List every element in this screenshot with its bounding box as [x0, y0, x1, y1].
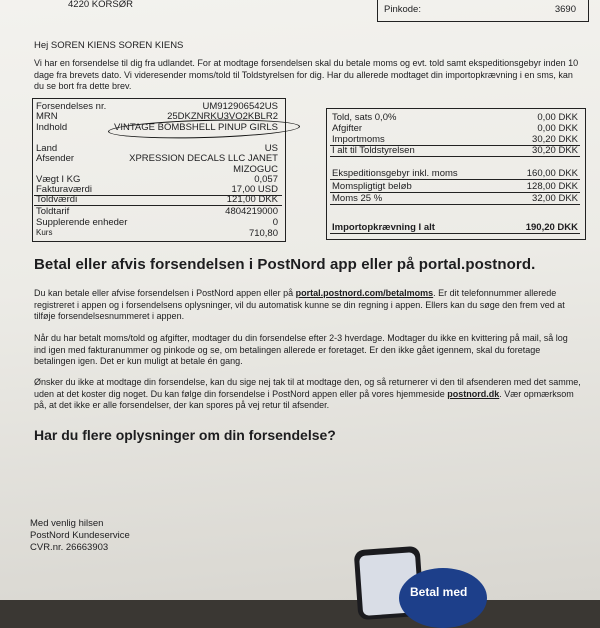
paragraph-decline — [34, 377, 582, 412]
fee-label: Afgifter — [332, 123, 363, 134]
para3-text-b: . Vær opmærksom på, at det ikke er alle forsendelser, der kan spores på vej retur til afsender. — [34, 388, 574, 410]
shipment-value: 121,00 DKK — [226, 194, 278, 205]
fee-label: Momspligtigt beløb — [332, 181, 412, 192]
total-underline — [330, 233, 580, 234]
shipment-value: 0,057 — [254, 174, 278, 185]
shipment-label: Afsender — [36, 153, 75, 164]
shipment-label: Forsendelses nr. — [36, 101, 107, 112]
pincode-box — [377, 0, 589, 22]
signoff-line2: PostNord Kundeservice — [30, 530, 130, 541]
more-info-heading: Har du flere oplysninger om din forsendelse? — [34, 427, 336, 443]
shipment-value: 0 — [272, 217, 278, 228]
fee-value: 160,00 DKK — [526, 168, 578, 179]
shipment-label: Kurs — [36, 228, 53, 237]
shipment-value: 4804219000 — [225, 206, 278, 217]
fee-label: Ekspeditionsgebyr inkl. moms — [332, 168, 458, 179]
shipment-label: Supplerende enheder — [36, 217, 128, 228]
shipment-label: Vægt I KG — [36, 174, 81, 185]
postnord-link[interactable]: postnord.dk — [447, 388, 500, 399]
shipment-label: Toldværdi — [36, 194, 78, 205]
fee-row-rule — [330, 179, 580, 180]
shipment-value: 25DKZNRKU3VO2KBLR2 — [167, 111, 278, 122]
shipment-label: Indhold — [36, 122, 68, 133]
total-value: 190,20 DKK — [525, 222, 578, 233]
shipment-value: UM912906542US — [202, 101, 278, 112]
fee-row-rule — [330, 204, 580, 205]
pay-badge-text: Betal med — [410, 585, 468, 599]
para3-text-a: Ønsker du ikke at modtage din forsendelse, kan du sige nej tak til at modtage den, og så returnerer vi den til afsenderen med det samme, uden at det koster dig noget. Du kan følge din forsendelse i PostNord appen eller på vores hjemmeside — [34, 377, 581, 399]
shipment-value: 17,00 USD — [231, 184, 278, 195]
shipment-label: MRN — [36, 111, 58, 122]
fee-label: Told, sats 0,0% — [332, 112, 397, 123]
fee-label: Moms 25 % — [332, 193, 383, 204]
shipment-value: 710,80 — [248, 228, 278, 239]
fee-value: 30,20 DKK — [532, 134, 578, 145]
shipment-label: Land — [36, 143, 58, 154]
fee-label: I alt til Toldstyrelsen — [332, 145, 415, 156]
intro-paragraph: Vi har en forsendelse til dig fra udlandet. For at modtage forsendelsen skal du betale moms og evt. told samt ekspeditionsgebyr inden 10 dage fra brevets dato. Vi videresender moms/told til Toldstyrelsen for dig. Har du allerede modtaget din importopkrævning i en sms, kan du se bort fra dette brev. — [34, 58, 579, 91]
fee-value: 30,20 DKK — [532, 145, 578, 156]
fee-row-rule — [330, 156, 580, 157]
signoff-line3: CVR.nr. 26663903 — [30, 542, 109, 553]
portal-link[interactable]: portal.postnord.com/betalmoms — [295, 288, 434, 298]
shipment-value: XPRESSION DECALS LLC JANET — [129, 153, 278, 164]
fee-value: 0,00 DKK — [537, 112, 578, 123]
fee-value: 0,00 DKK — [537, 123, 578, 134]
pincode-value: 3690 — [554, 4, 576, 15]
shipment-label: Toldtarif — [36, 206, 70, 217]
signoff-line1: Med venlig hilsen — [30, 518, 104, 529]
fee-label: Importmoms — [332, 134, 385, 145]
para1-text-b: . Er dit telefonnummer allerede registreret i appen og i forsendelsens oplysninger, vil du automatisk kunne se din regning i appen. Ellers kan du søge den frem ved at tilføje forsendelsesnummeret i appen. — [34, 288, 565, 321]
shipment-value: US — [264, 143, 278, 154]
address-line: 4220 KORSØR — [68, 0, 133, 10]
shipment-value: VINTAGE BOMBSHELL PINUP GIRLS — [113, 122, 278, 133]
paragraph-after-payment: Når du har betalt moms/told og afgifter, modtager du din forsendelse efter 2-3 hverdage. Modtager du ikke en kvittering på mail, så log ind igen med fakturanummer og pinkode og se, om betalingen allerede er foretaget. Er den ikke gået igennem, skal du foretage betalingen igen. Det er kun muligt at betale én gang. — [34, 333, 568, 366]
para1-text-a: Du kan betale eller afvise forsendelsen i PostNord appen eller på — [34, 288, 296, 298]
greeting: Hej SOREN KIENS SOREN KIENS — [34, 40, 184, 51]
pincode-label: Pinkode: — [384, 4, 421, 15]
total-label: Importopkrævning I alt — [332, 222, 435, 233]
fee-value: 32,00 DKK — [532, 193, 578, 204]
shipment-value: MIZOGUC — [233, 164, 278, 175]
paragraph-pay-options — [34, 288, 582, 323]
fee-value: 128,00 DKK — [526, 181, 578, 192]
shipment-label: Fakturaværdi — [36, 184, 92, 195]
pay-heading: Betal eller afvis forsendelsen i PostNord app eller på portal.postnord. — [34, 256, 536, 273]
